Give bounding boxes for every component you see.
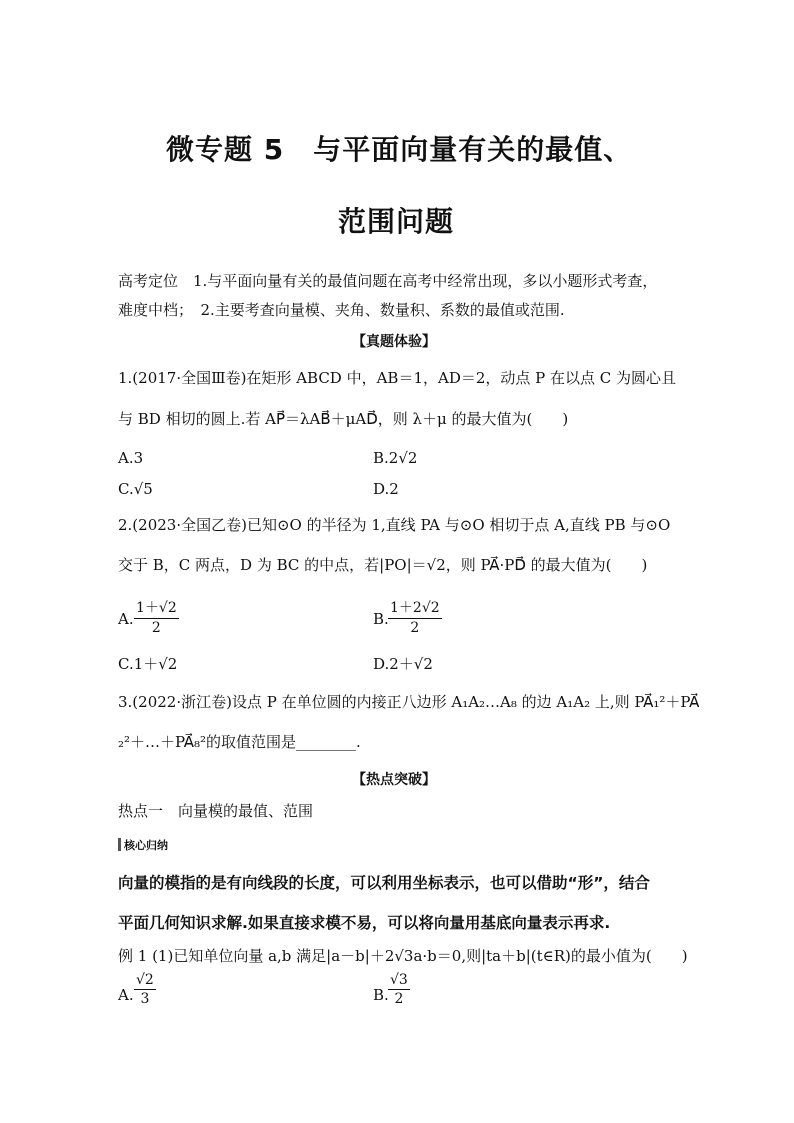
intro-line1: 高考定位 1.与平面向量有关的最值问题在高考中经常出现，多以小题形式考查，: [118, 272, 658, 290]
fraction-denominator: 2: [151, 620, 161, 636]
core-line1: 向量的模指的是有向线段的长度，可以利用坐标表示，也可以借助“形”，结合: [118, 874, 650, 892]
core-label: 核心归纳: [124, 839, 168, 852]
page-title-line2: 范围问题: [338, 205, 455, 238]
q1-option-d: D.2: [373, 480, 399, 498]
q1-option-c: C.√5: [118, 480, 153, 498]
intro-line2: 难度中档； 2.主要考查向量模、夹角、数量积、系数的最值或范围.: [118, 301, 565, 319]
q1-line1: 1.(2017·全国Ⅲ卷)在矩形 ABCD 中，AB＝1，AD＝2，动点 P 在以点 C 为圆心且: [118, 369, 677, 387]
q2-option-a-prefix: A.: [118, 610, 134, 628]
q3-line1: 3.(2022·浙江卷)设点 P 在单位圆的内接正八边形 A₁A₂…A₈ 的边 A₁A₂ 上,则 PA⃗₁²＋PA⃗: [118, 693, 700, 711]
q2-option-b-fraction: [388, 597, 442, 636]
q2-option-d: D.2＋√2: [373, 655, 433, 673]
hotspot1-heading: 热点一 向量模的最值、范围: [118, 802, 314, 820]
ex1-option-a-fraction: [134, 972, 156, 1007]
core-line2: 平面几何知识求解.如果直接求模不易，可以将向量用基底向量表示再求.: [118, 914, 611, 932]
q1-line2: 与 BD 相切的圆上.若 AP⃗＝λAB⃗＋μAD⃗，则 λ＋μ 的最大值为( ): [118, 410, 569, 428]
fraction-denominator: 2: [394, 991, 404, 1007]
q2-option-a-fraction: [134, 597, 179, 636]
q2-option-b-prefix: B.: [373, 610, 389, 628]
q1-option-a: A.3: [118, 449, 144, 467]
ex1-option-a-prefix: A.: [118, 986, 134, 1004]
fraction-denominator: 3: [140, 991, 150, 1007]
ex1-option-b-fraction: [388, 972, 410, 1007]
core-label-bar: [118, 838, 121, 851]
q2-line2: 交于 B，C 两点，D 为 BC 的中点，若|PO|＝√2，则 PA⃗·PD⃗ 的最大值为( ): [118, 556, 648, 574]
ex1-option-b-prefix: B.: [373, 986, 389, 1004]
fraction-numerator: √3: [390, 972, 408, 988]
fraction-numerator: √2: [136, 972, 154, 988]
fraction-numerator: 1＋2√2: [388, 597, 442, 619]
section-heading-hotspot: 【热点突破】: [352, 772, 436, 788]
fraction-denominator: 2: [410, 620, 420, 636]
q1-option-b: B.2√2: [373, 449, 418, 467]
fraction-numerator: 1＋√2: [134, 597, 179, 619]
page-title-line1: 微专题 5 与平面向量有关的最值、: [166, 133, 633, 166]
section-heading-real-exam: 【真题体验】: [352, 334, 436, 350]
q2-line1: 2.(2023·全国乙卷)已知⊙O 的半径为 1,直线 PA 与⊙O 相切于点 A,直线 PB 与⊙O: [118, 516, 671, 534]
q3-line2: ₂²＋…＋PA⃗₈²的取值范围是________.: [118, 733, 361, 751]
q2-option-c: C.1＋√2: [118, 655, 178, 673]
example1-line: 例 1 (1)已知单位向量 a,b 满足|a－b|＋2√3a·b＝0,则|ta＋b|(t∈R)的最小值为( ): [118, 947, 688, 965]
